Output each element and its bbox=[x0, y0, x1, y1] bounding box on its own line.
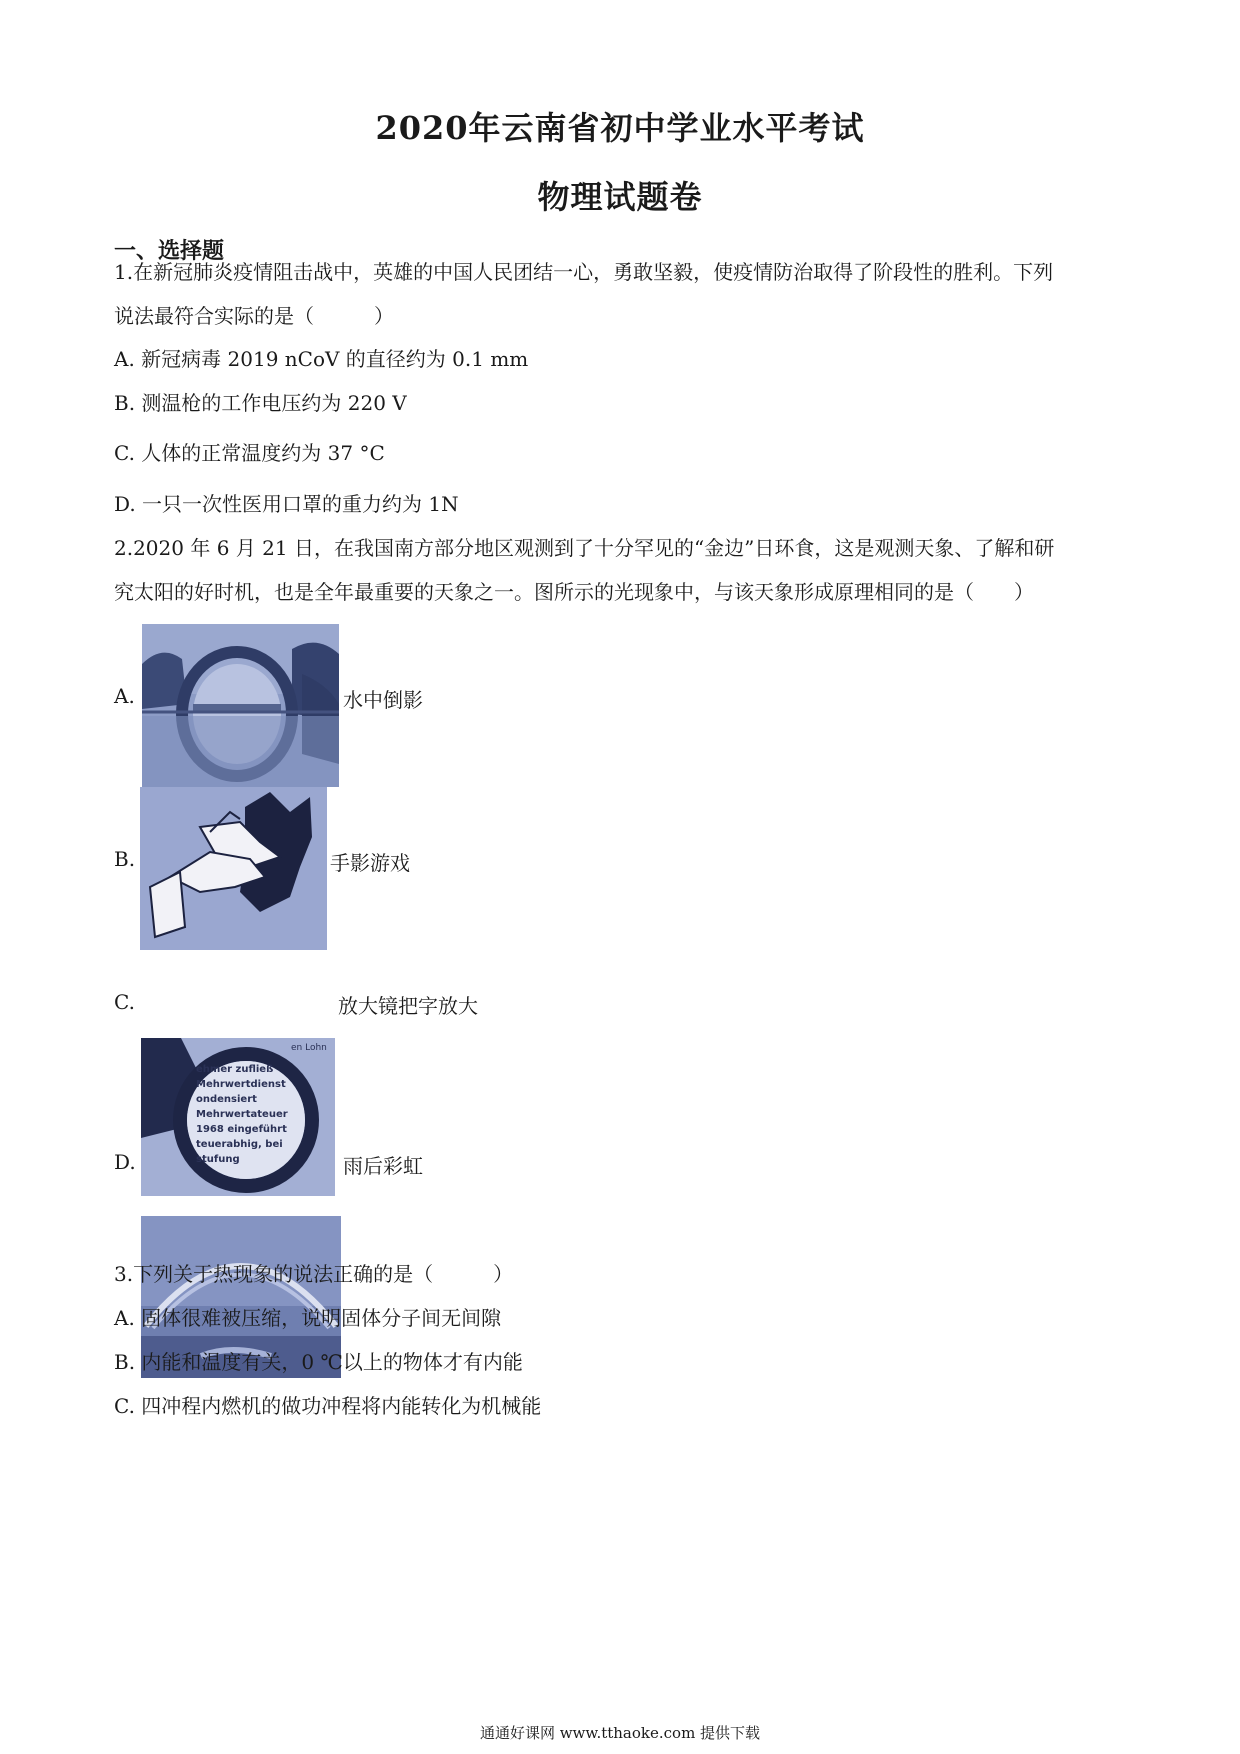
magnifier-text-line: teuerabhig, bei bbox=[196, 1139, 283, 1150]
q3-option-c: C. 四冲程内燃机的做功冲程将内能转化为机械能 bbox=[114, 1394, 542, 1418]
magnifier-text-line: Mehrwertdienst bbox=[196, 1079, 286, 1090]
q2-option-d-letter: D. bbox=[114, 1150, 136, 1174]
exam-title: 2020年云南省初中学业水平考试 bbox=[375, 109, 865, 147]
q3-option-b: B. 内能和温度有关，0 ℃以上的物体才有内能 bbox=[114, 1350, 523, 1374]
q2-stem-line2: 究太阳的好时机，也是全年最重要的天象之一。图所示的光现象中，与该天象形成原理相同的是（ ） bbox=[114, 580, 1034, 604]
magnifier-text-line: stufung bbox=[196, 1154, 240, 1165]
water-reflection-image bbox=[142, 624, 339, 787]
svg-text:en Lohn: en Lohn bbox=[291, 1043, 327, 1053]
exam-subtitle: 物理试题卷 bbox=[537, 178, 703, 216]
magnifier-text-line: ehmer zufließ bbox=[196, 1064, 274, 1075]
q2-option-b-letter: B. bbox=[114, 847, 136, 871]
hand-shadow-image bbox=[140, 787, 327, 950]
q1-stem-line1: 1.在新冠肺炎疫情阻击战中，英雄的中国人民团结一心，勇敢坚毅，使疫情防治取得了阶段性的胜利。下列 bbox=[114, 260, 1054, 284]
q2-option-b-caption: 手影游戏 bbox=[330, 851, 410, 875]
q2-option-a-caption: 水中倒影 bbox=[343, 688, 423, 712]
q3-option-a: A. 固体很难被压缩，说明固体分子间无间隙 bbox=[114, 1306, 502, 1330]
q1-option-c: C. 人体的正常温度约为 37 °C bbox=[114, 441, 385, 465]
magnifier-text-line: 1968 eingeführt bbox=[196, 1124, 287, 1135]
section-heading: 一、选择题 bbox=[114, 238, 225, 264]
magnifier-text-line: ondensiert bbox=[196, 1094, 257, 1105]
q2-option-c-caption: 放大镜把字放大 bbox=[338, 994, 478, 1018]
page-footer: 通通好课网 www.tthaoke.com 提供下载 bbox=[479, 1724, 761, 1742]
q1-option-d: D. 一只一次性医用口罩的重力约为 1N bbox=[114, 492, 459, 516]
q1-option-a: A. 新冠病毒 2019 nCoV 的直径约为 0.1 mm bbox=[114, 347, 529, 371]
q2-stem-line1: 2.2020 年 6 月 21 日，在我国南方部分地区观测到了十分罕见的“金边”日环食，这是观测天象、了解和研 bbox=[114, 536, 1055, 560]
q2-option-d-caption: 雨后彩虹 bbox=[343, 1154, 423, 1178]
q3-stem: 3.下列关于热现象的说法正确的是（ ） bbox=[114, 1262, 514, 1286]
magnifier-text-line: Mehrwertateuer bbox=[196, 1109, 288, 1120]
q2-option-a-letter: A. bbox=[114, 684, 135, 708]
magnifier-image bbox=[141, 1038, 335, 1196]
magnifier-text-block bbox=[196, 1062, 316, 1167]
q2-option-c-letter: C. bbox=[114, 990, 135, 1014]
q1-stem-line2: 说法最符合实际的是（ ） bbox=[114, 304, 394, 328]
q1-option-b: B. 测温枪的工作电压约为 220 V bbox=[114, 391, 407, 415]
